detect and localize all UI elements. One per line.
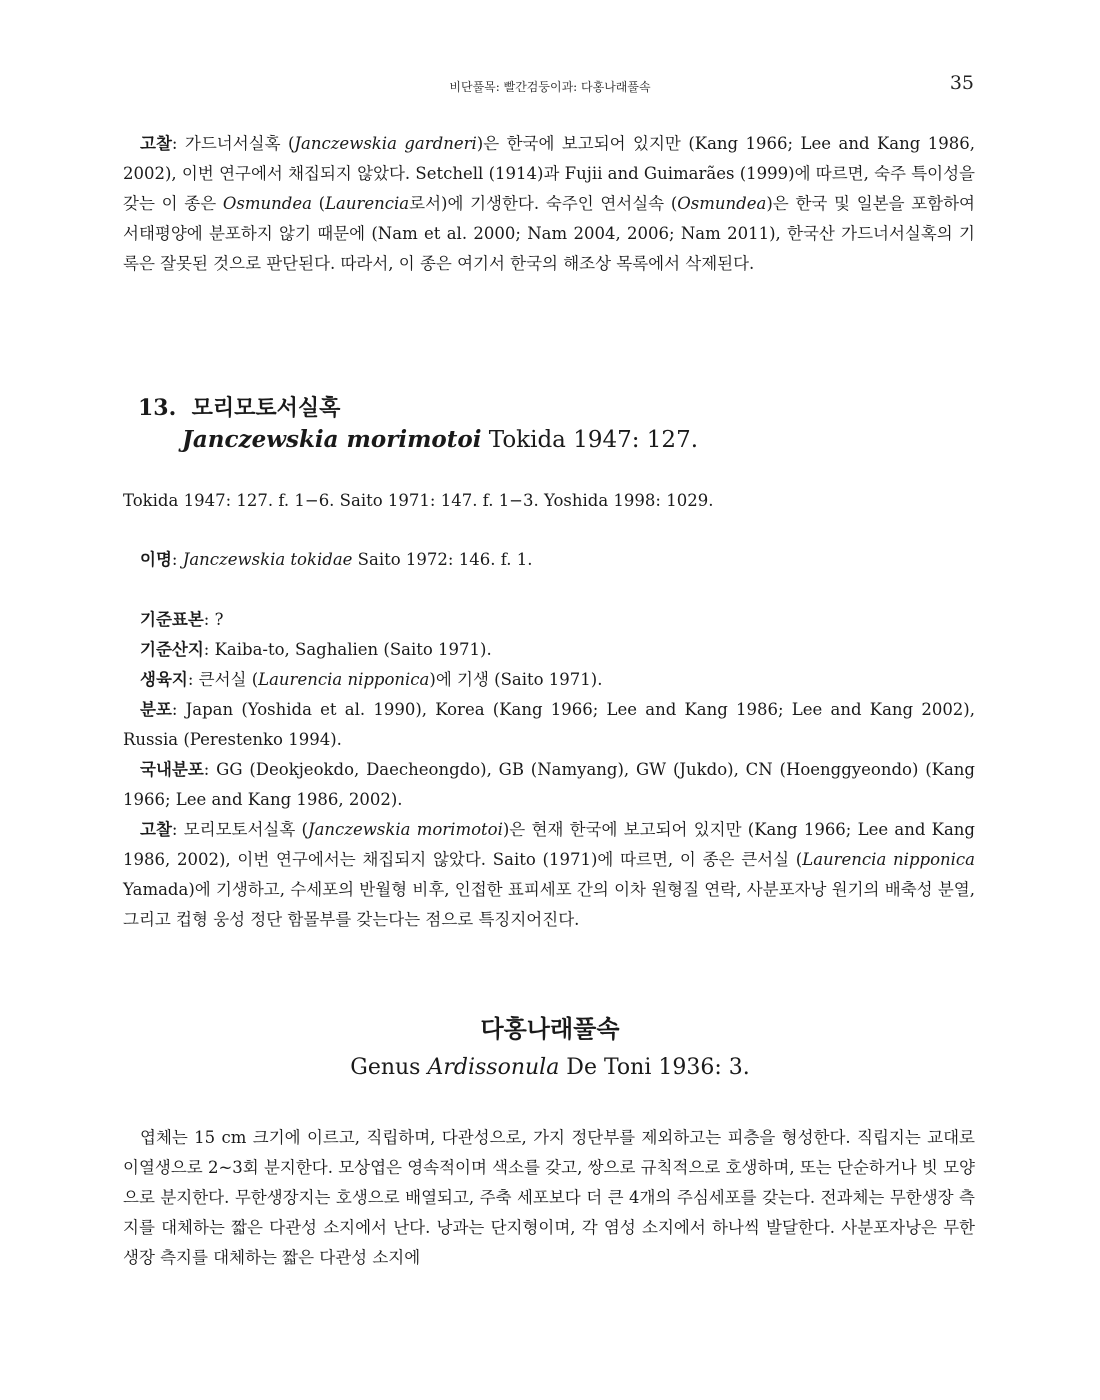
type-specimen-label: 기준표본 [140, 610, 204, 629]
genus-authority: De Toni 1936: 3. [559, 1055, 750, 1080]
type-locality-line: 기준산지: Kaiba-to, Saghalien (Saito 1971). [140, 640, 492, 659]
genus-heading: 다홍나래풀속 [480, 1014, 620, 1043]
genus-scientific-heading: Genus Ardissonula De Toni 1936: 3. [350, 1055, 750, 1080]
synonym-name: Janczewskia tokidae [182, 550, 353, 569]
genus-name: Osmundea [222, 194, 312, 213]
species-authority: Tokida 1947: 127. [488, 427, 699, 453]
habitat-label: 생육지 [140, 670, 188, 689]
distribution-label: 분포 [140, 700, 172, 719]
synonym-line: 이명: Janczewskia tokidae Saito 1972: 146. f. 1. [140, 550, 533, 569]
citations: Tokida 1947: 127. f. 1−6. Saito 1971: 147. f. 1−3. Yoshida 1998: 1029. [123, 491, 714, 510]
remarks-paragraph-gardneri: 고찰: 가드너서실혹 (Janczewskia gardneri)은 한국에 보고되어 있지만 (Kang 1966; Lee and Kang 1986, 2002), 이번 연구에서 채집되지 않았다. Setchell (1914)과 Fujii and Guimarães (1999)에 따르면, 숙주 특이성을 갖는 이 종은 Osmundea (Laurencia로서)에 기생한다. 숙주인 연서실속 (Osmundea)은 한국 및 일본을 포함하여 서태평양에 분포하지 않기 때문에 (Nam et al. 2000; Nam 2004, 2006; Nam 2011), 한국산 가드너서실혹의 기록은 잘못된 것으로 판단된다. 따라서, 이 종은 여기서 한국의 해조상 목록에서 삭제된다. [123, 134, 975, 273]
species-heading [138, 393, 340, 423]
type-locality-label: 기준산지 [140, 640, 204, 659]
habitat-line: 생육지: 큰서실 (Laurencia nipponica)에 기생 (Saito 1971). [140, 670, 603, 689]
species-number: 13. [138, 395, 177, 421]
species-name: Janczewskia morimotoi [307, 820, 503, 839]
remarks-label: 고찰 [140, 134, 172, 153]
genus-name: Osmundea [677, 194, 767, 213]
korean-distribution-paragraph: 국내분포: GG (Deokjeokdo, Daecheongdo), GB (Namyang), GW (Jukdo), CN (Hoenggyeondo) (Kang 1966; Lee and Kang 1986, 2002). [123, 760, 975, 809]
species-scientific-name: Janczewskia morimotoi [182, 426, 482, 453]
running-header: 비단풀목: 빨간검둥이과: 다홍나래풀속 [449, 80, 651, 94]
page-number: 35 [949, 72, 974, 94]
remarks-paragraph-morimotoi: 고찰: 모리모토서실혹 (Janczewskia morimotoi)은 현재 한국에 보고되어 있지만 (Kang 1966; Lee and Kang 1986, 2002), 이번 연구에서는 채집되지 않았다. Saito (1971)에 따르면, 이 종은 큰서실 (Laurencia nipponica Yamada)에 기생하고, 수세포의 반월형 비후, 인접한 표피세포 간의 이차 원형질 연락, 사분포자낭 원기의 배축성 분열, 그리고 컵형 웅성 정단 함몰부를 갖는다는 점으로 특징지어진다. [123, 820, 975, 929]
genus-scientific-name: Ardissonula [427, 1055, 560, 1080]
korean-distribution-label: 국내분포 [140, 760, 204, 779]
host-species-name: Laurencia nipponica [258, 670, 430, 689]
type-specimen-line: 기준표본: ? [140, 610, 224, 629]
remarks-label: 고찰 [140, 820, 172, 839]
genus-name: Laurencia [325, 194, 410, 213]
distribution-paragraph: 분포: Japan (Yoshida et al. 1990), Korea (Kang 1966; Lee and Kang 1986; Lee and Kang 2002), Russia (Perestenko 1994). [123, 700, 975, 749]
species-scientific-heading [182, 424, 698, 456]
genus-description: 엽체는 15 cm 크기에 이르고, 직립하며, 다관성으로, 가지 정단부를 제외하고는 피층을 형성한다. 직립지는 교대로 이열생으로 2~3회 분지한다. 모상엽은 영속적이며 색소를 갖고, 쌍으로 규칙적으로 호생하며, 또는 단순하거나 빗 모양으로 분지한다. 무한생장지는 호생으로 배열되고, 주축 세포보다 더 큰 4개의 주심세포를 갖는다. 전과체는 무한생장 측지를 대체하는 짧은 다관성 소지에서 난다. 낭과는 단지형이며, 각 염성 소지에서 하나씩 발달한다. 사분포자낭은 무한생장 측지를 대체하는 짧은 다관성 소지에 [123, 1128, 975, 1267]
species-korean-name: 모리모토서실혹 [191, 395, 341, 421]
species-name: Janczewskia gardneri [294, 134, 477, 153]
host-species-name: Laurencia nipponica [802, 850, 975, 869]
synonym-label: 이명 [140, 550, 172, 569]
